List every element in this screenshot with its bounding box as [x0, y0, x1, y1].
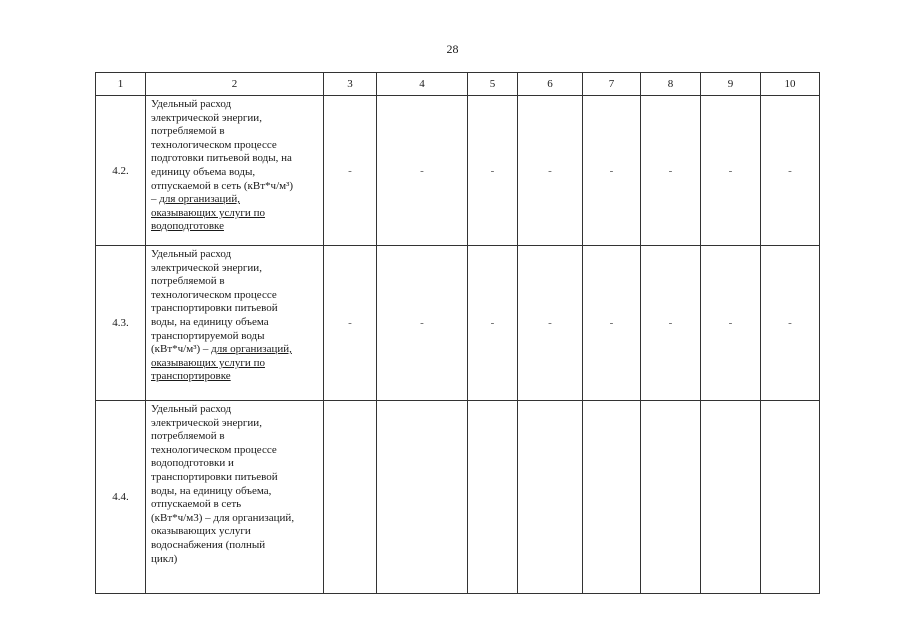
value-cell [518, 401, 583, 594]
value-cell [324, 401, 377, 594]
value-cell: - [468, 246, 518, 401]
header-cell: 9 [701, 73, 761, 96]
row-description: Удельный расход электрической энергии, потребляемой в технологическом процессе водоподготовки и транспортировки питьевой воды, на единицу объема, отпускаемой в сеть (кВт*ч/м3) – для организаций, оказывающих услуги водоснабжения (полный цикл) [146, 401, 324, 594]
value-cell: - [324, 246, 377, 401]
value-cell: - [701, 96, 761, 246]
table-row [96, 96, 820, 246]
value-cell [701, 401, 761, 594]
header-cell: 1 [96, 73, 146, 96]
value-cell: - [641, 96, 701, 246]
value-cell: - [518, 96, 583, 246]
header-cell: 6 [518, 73, 583, 96]
page-number: 28 [446, 42, 459, 56]
header-cell: 5 [468, 73, 518, 96]
header-cell: 8 [641, 73, 701, 96]
value-cell: - [377, 246, 468, 401]
row-description: Удельный расход электрической энергии, потребляемой в технологическом процессе транспортировки питьевой воды, на единицу объема транспортируемой воды (кВт*ч/м³) – для организаций, оказывающих услуги по транспортировке [146, 246, 324, 401]
value-cell: - [583, 96, 641, 246]
table-row [96, 401, 820, 594]
header-row [96, 73, 820, 96]
value-cell [761, 401, 820, 594]
value-cell: - [641, 246, 701, 401]
value-cell [641, 401, 701, 594]
value-cell: - [468, 96, 518, 246]
header-cell: 2 [146, 73, 324, 96]
row-number: 4.2. [96, 96, 146, 246]
value-cell: - [377, 96, 468, 246]
value-cell [583, 401, 641, 594]
underlined-text: для организаций, оказывающих услуги по водоподготовке [151, 193, 265, 233]
row-description: Удельный расход электрической энергии, потребляемой в технологическом процессе подготовки питьевой воды, на единицу объема воды, отпускаемой в сеть (кВт*ч/м³) – для организаций, оказывающих услуги по водоподготовке [146, 96, 324, 246]
header-cell: 10 [761, 73, 820, 96]
underlined-text: для организаций, оказывающих услуги по транспортировке [151, 343, 292, 383]
header-cell: 7 [583, 73, 641, 96]
row-number: 4.3. [96, 246, 146, 401]
header-cell: 4 [377, 73, 468, 96]
value-cell: - [701, 246, 761, 401]
header-cell: 3 [324, 73, 377, 96]
value-cell [468, 401, 518, 594]
value-cell [377, 401, 468, 594]
value-cell: - [583, 246, 641, 401]
value-cell: - [324, 96, 377, 246]
value-cell: - [761, 96, 820, 246]
value-cell: - [518, 246, 583, 401]
indicator-table [95, 72, 820, 594]
row-number: 4.4. [96, 401, 146, 594]
table-row [96, 246, 820, 401]
value-cell: - [761, 246, 820, 401]
